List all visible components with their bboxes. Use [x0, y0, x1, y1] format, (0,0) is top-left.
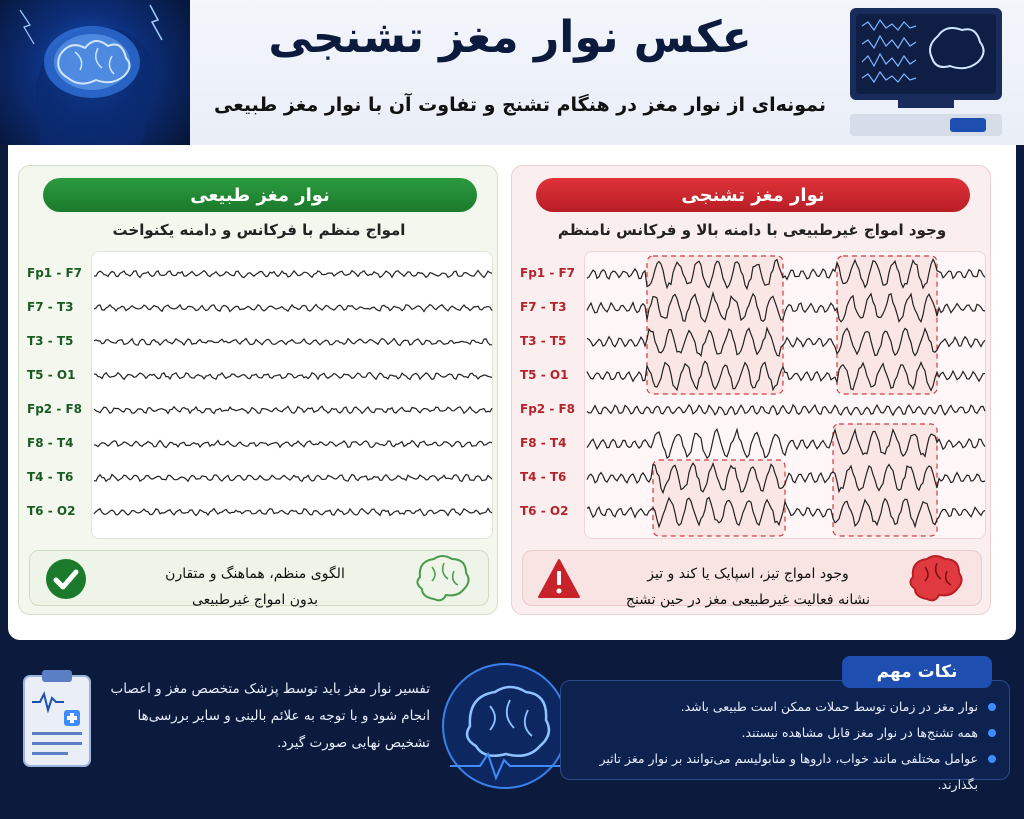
channel-label: F7 - T3 — [520, 300, 567, 314]
interpretation-note: تفسیر نوار مغز باید توسط پزشک متخصص مغز و اعصاب انجام شود و با توجه به علائم بالینی و سایر بررسی‌ها تشخیص نهایی صورت گیرد. — [110, 681, 430, 751]
seizure-eeg-trace — [587, 405, 985, 415]
normal-eeg-trace — [94, 441, 492, 448]
normal-eeg-trace — [94, 406, 492, 413]
seizure-highlight-box — [833, 424, 937, 536]
normal-panel-title: نوار مغز طبیعی — [43, 178, 477, 212]
channel-label: T5 - O1 — [520, 368, 569, 382]
clipboard-icon — [20, 668, 94, 768]
channel-label: F8 - T4 — [520, 436, 567, 450]
brain-illustration — [0, 0, 190, 145]
channel-label: Fp1 - F7 — [520, 266, 576, 280]
channel-label: T4 - T6 — [27, 470, 74, 484]
normal-panel-description: امواج منظم با فرکانس و دامنه یکنواخت — [112, 221, 406, 239]
normal-summary-box — [29, 550, 489, 606]
note-item: همه تشنج‌ها در نوار مغز قابل مشاهده نیستند. — [560, 720, 1000, 746]
channel-label: T3 - T5 — [27, 334, 74, 348]
normal-eeg-chart — [91, 251, 493, 539]
channel-label: T4 - T6 — [520, 470, 567, 484]
normal-eeg-trace — [94, 305, 492, 312]
seizure-summary-line2: نشانه فعالیت غیرطبیعی مغز در حین تشنج — [625, 592, 871, 608]
check-icon — [44, 557, 88, 601]
channel-label: Fp2 - F8 — [520, 402, 576, 416]
channel-label: F7 - T3 — [27, 300, 74, 314]
normal-summary-line2: بدون امواج غیرطبیعی — [191, 592, 319, 608]
channel-label: T5 - O1 — [27, 368, 76, 382]
brain-outline-icon — [408, 551, 476, 607]
page-title: عکس نوار مغز تشنجی — [268, 12, 752, 63]
seizure-highlight-box — [837, 256, 937, 394]
warning-icon — [537, 557, 581, 601]
comparison-card — [8, 145, 1016, 640]
seizure-summary-line1: وجود امواج تیز، اسپایک یا کند و تیز — [647, 566, 849, 582]
notes-list — [560, 694, 1000, 798]
note-item: نوار مغز در زمان توسط حملات ممکن است طبیعی باشد. — [560, 694, 1000, 720]
channel-label: T6 - O2 — [520, 504, 569, 518]
seizure-eeg-chart — [584, 251, 986, 539]
normal-summary-line1: الگوی منظم، هماهنگ و متقارن — [165, 566, 345, 582]
channel-label: Fp2 - F8 — [27, 402, 83, 416]
seizure-highlight-box — [653, 460, 785, 536]
normal-eeg-trace — [94, 373, 492, 380]
channel-label: F8 - T4 — [27, 436, 74, 450]
normal-eeg-trace — [94, 509, 492, 516]
channel-label: Fp1 - F7 — [27, 266, 83, 280]
monitor-icon — [846, 6, 1006, 138]
seizure-summary-box — [522, 550, 982, 606]
channel-label: T6 - O2 — [27, 504, 76, 518]
footer — [0, 640, 1024, 819]
brain-filled-icon — [901, 551, 969, 607]
seizure-panel-title: نوار مغز تشنجی — [536, 178, 970, 212]
normal-eeg-trace — [94, 339, 492, 346]
normal-eeg-trace — [94, 271, 492, 278]
normal-eeg-trace — [94, 474, 492, 481]
note-item: عوامل مختلفی مانند خواب، داروها و متابولیسم می‌توانند بر نوار مغز تاثیر بگذارند. — [560, 746, 1000, 798]
header — [0, 0, 1024, 145]
seizure-eeg-panel — [511, 165, 991, 615]
normal-eeg-panel — [18, 165, 498, 615]
seizure-panel-description: وجود امواج غیرطبیعی با دامنه بالا و فرکانس نامنظم — [557, 221, 947, 239]
seizure-summary-text — [593, 561, 903, 613]
notes-title: نکات مهم — [842, 656, 992, 688]
seizure-highlight-box — [647, 256, 783, 394]
glowing-brain-icon — [440, 646, 570, 806]
channel-label: T3 - T5 — [520, 334, 567, 348]
page-subtitle: نمونه‌ای از نوار مغز در هنگام تشنج و تفاوت آن با نوار مغز طبیعی — [213, 94, 827, 116]
normal-summary-text — [100, 561, 410, 613]
